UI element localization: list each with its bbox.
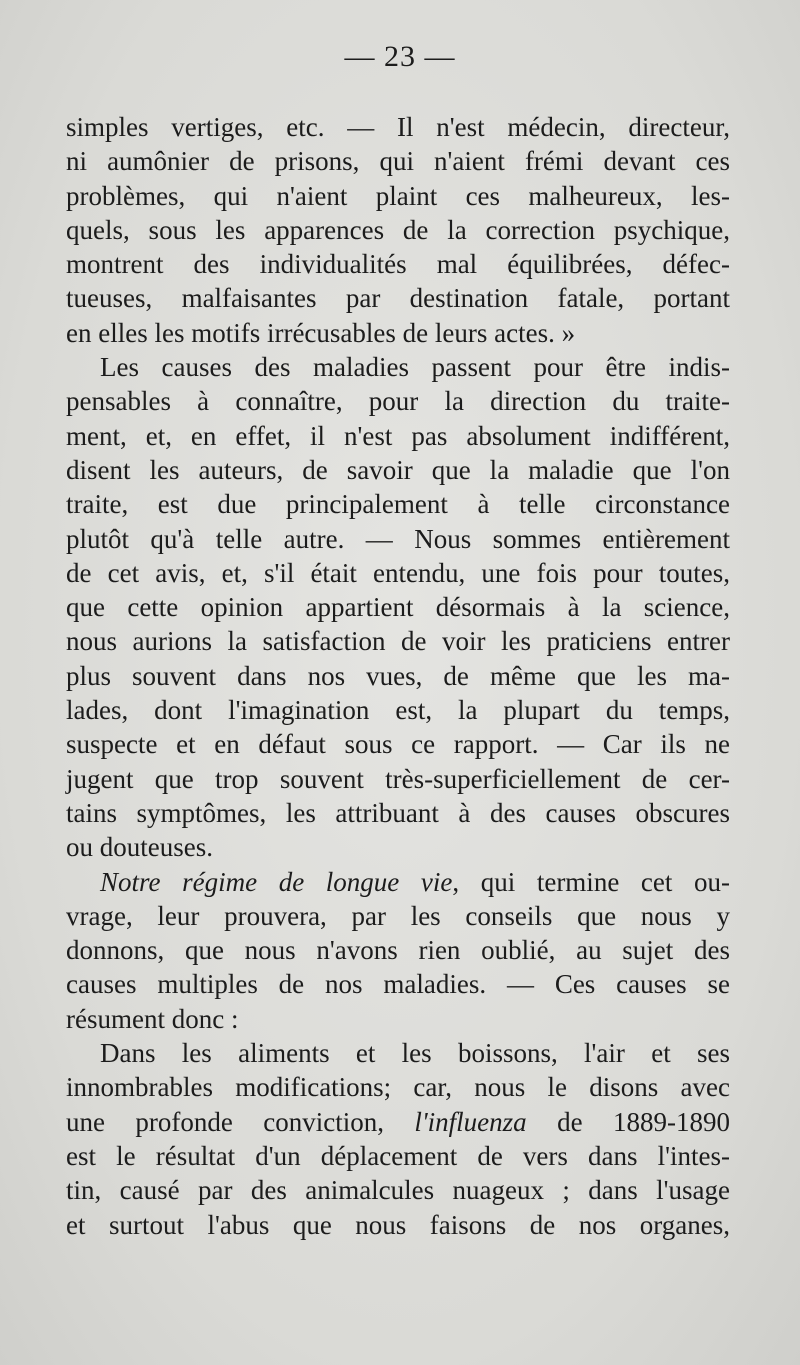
text-line: jugent que trop souvent très-superficiellement de cer- (66, 763, 730, 794)
text-line (66, 1105, 730, 1139)
text-line: suspecte et en défaut sous ce rapport. — Car ils ne (66, 729, 730, 760)
text-line: en elles les motifs irrécusables de leurs actes. » (66, 317, 576, 348)
text-line: plutôt qu'à telle autre. — Nous sommes entièrement (66, 523, 730, 554)
text-line: de cet avis, et, s'il était entendu, une fois pour toutes, (66, 557, 730, 588)
text-line: vrage, leur prouvera, par les conseils que nous y (66, 900, 730, 931)
text-line: lades, dont l'imagination est, la plupart du temps, (66, 695, 730, 726)
body-text (66, 110, 730, 1242)
text-line: tueuses, malfaisantes par destination fatale, portant (66, 283, 730, 314)
text-line: disent les auteurs, de savoir que la maladie que l'on (66, 454, 730, 485)
text-line: et surtout l'abus que nous faisons de nos organes, (66, 1209, 730, 1240)
text-line: causes multiples de nos maladies. — Ces causes se (66, 969, 730, 1000)
text-line: Dans les aliments et les boissons, l'air et ses (100, 1038, 730, 1069)
text-line: tin, causé par des animalcules nuageux ; dans l'usage (66, 1175, 730, 1206)
text-line: ou douteuses. (66, 832, 213, 863)
text-line: quels, sous les apparences de la correction psychique, (66, 214, 730, 245)
text-line: simples vertiges, etc. — Il n'est médecin, directeur, (66, 112, 730, 142)
text-line: Les causes des maladies passent pour être indis- (100, 352, 730, 383)
text-line: que cette opinion appartient désormais à la science, (66, 592, 730, 623)
book-title-italic: Notre régime de longue vie (100, 866, 453, 897)
text-line: problèmes, qui n'aient plaint ces malheureux, les- (66, 180, 730, 211)
text-line: ni aumônier de prisons, qui n'aient frémi devant ces (66, 146, 730, 177)
text-line: ment, et, en effet, il n'est pas absolument indifférent, (66, 420, 730, 451)
text-line: innombrables modifications; car, nous le disons avec (66, 1072, 730, 1103)
text-line: plus souvent dans nos vues, de même que les ma- (66, 660, 730, 691)
text-line: nous aurions la satisfaction de voir les praticiens entrer (66, 626, 730, 657)
text-fragment: une profonde conviction, (66, 1106, 415, 1137)
text-line: est le résultat d'un déplacement de vers dans l'intes- (66, 1140, 730, 1171)
text-line: résument donc : (66, 1003, 239, 1034)
text-line: traite, est due principalement à telle circonstance (66, 489, 730, 520)
page-number: — 23 — (344, 40, 456, 73)
text-fragment: de 1889-1890 (526, 1106, 730, 1137)
text-fragment: , qui termine cet ou- (452, 866, 730, 897)
text-line: donnons, que nous n'avons rien oublié, au sujet des (66, 935, 730, 966)
text-line: montrent des individualités mal équilibrées, défec- (66, 249, 730, 280)
text-line (66, 865, 730, 899)
text-line: pensables à connaître, pour la direction du traite- (66, 386, 730, 417)
text-line: tains symptômes, les attribuant à des causes obscures (66, 797, 730, 828)
italic-term: l'influenza (414, 1106, 527, 1137)
